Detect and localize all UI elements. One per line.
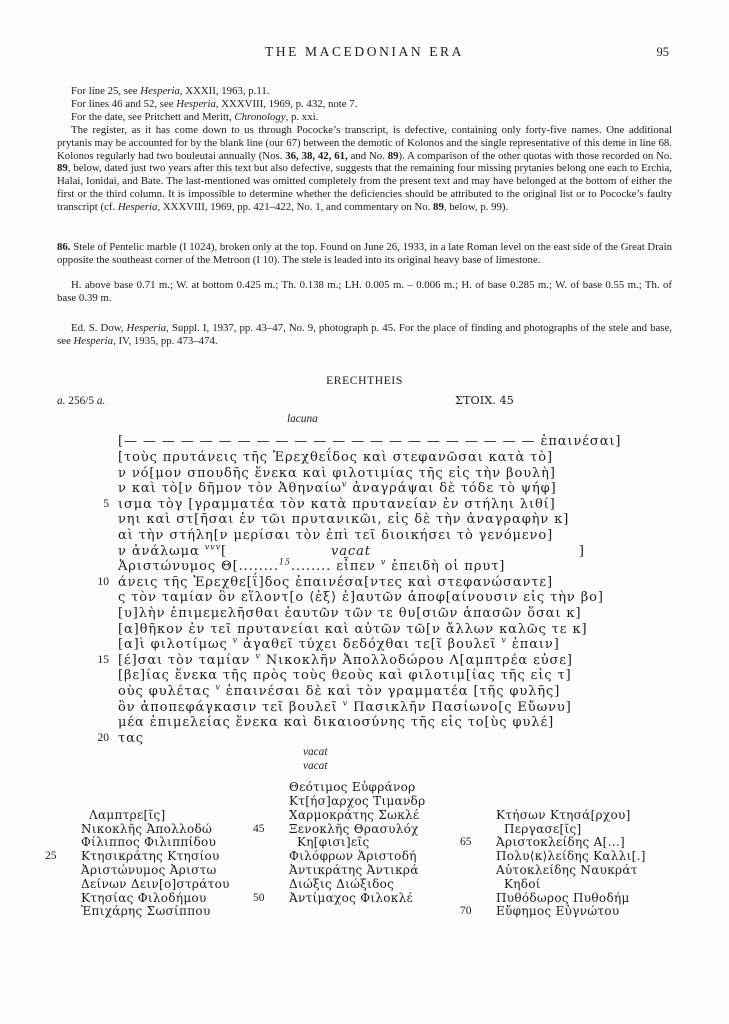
prytany-register [45, 780, 672, 956]
inscription-line-number [57, 668, 109, 684]
register-row [460, 809, 646, 823]
register-line-number [460, 892, 496, 906]
register-line-number [253, 809, 289, 823]
vacat-label: vacat [303, 746, 328, 759]
inscription-line-text: ν καὶ τὸ[ν δῆμον τὸν Ἀθηναίω$^v$ ἀναγράψαι δὲ τόδε τὸ ψήφ] [118, 479, 557, 497]
register-name: Κηδοί [504, 876, 541, 891]
inscription-line-number [57, 450, 109, 466]
inscription-line-text: τας [118, 730, 144, 746]
inscription-line-number [57, 528, 109, 544]
inscription-line [57, 606, 672, 622]
inscription-line-text: αὶ τὴν στήλη[ν μερίσαι τὸν ἐπὶ τεῖ διοικήσει τὸ γενόμενο] [118, 527, 554, 543]
register-row [45, 809, 230, 823]
inscription-line-text: ν νό[μον σπουδῆς ἕνεκα καὶ φιλοτιμίας τῆς εἰς τὴν βουλὴ] [118, 465, 556, 481]
register-name: Πυθόδωρος Πυθοδήμ [496, 890, 630, 905]
inscription-line-number [57, 466, 109, 482]
inscription-line-text: οὺς φυλέτας $^v$ ἐπαινέσαι δὲ καὶ τὸν γραμματέα [τῆς φυλῆς] [118, 682, 561, 699]
inscription-line [57, 715, 672, 731]
inscription-line-text: [— — — — — — — — — — — — — — — — — — — — — — ἐπαινέσαι] [118, 434, 622, 450]
register-row [460, 892, 646, 906]
register-row [460, 864, 646, 878]
register-column-middle [253, 781, 425, 905]
entry-description: 86. Stele of Pentelic marble (I 1024), broken only at the top. Found on June 26, 1933, in a late Roman level on the east side of the Great Drain opposite the southeast corner of the Metroon (I 10). The stele is leaded into its original heavy base of limestone. [57, 241, 672, 266]
register-row [253, 878, 425, 892]
inscription-line-number [57, 606, 109, 622]
register-line-number [45, 905, 81, 919]
register-row [253, 850, 425, 864]
page-number: 95 [656, 45, 669, 59]
inscription-line-number [57, 544, 109, 560]
register-row [460, 823, 646, 837]
inscription-line-number [57, 622, 109, 638]
inscription-line-text: ὃν ἀποπεφάγκασιν τεῖ βουλεῖ $^v$ Πασικλῆν Πασίωνο[ς Εὔωνυ] [118, 698, 572, 715]
inscription-line-number [57, 434, 109, 450]
register-line-number: 45 [253, 822, 265, 835]
inscription-line-number [57, 559, 109, 575]
inscription-line-text: νηι καὶ στ[ῆσαι ἐν τῶι πρυτανικῶι, εἰς δὲ τὴν ἀναγραφὴν κ] [118, 512, 570, 528]
inscription-line [57, 544, 672, 560]
register-name: Ξενοκλῆς Θρασυλόχ [289, 821, 419, 836]
inscription-line-number: 5 [103, 497, 109, 510]
register-line-number: 50 [253, 891, 265, 904]
inscription-line-text: άνεις τῆς Ἐρεχθε[ΐ]δος ἐπαινέσα[ντες καὶ στεφανώσαντε] [118, 574, 554, 590]
register-row [45, 878, 230, 892]
register-line-number: 70 [460, 905, 472, 918]
inscription-line [57, 668, 672, 684]
inscription-line-text: Ἀριστώνυμος Θ[........$^{15}$........ εἶπεν $^v$ ἐπειδὴ οἱ πρυτ] [118, 557, 506, 575]
register-row [45, 836, 230, 850]
reference-note-text: For lines 46 and 52, see Hesperia, XXXVIII, 1969, p. 432, note 7. [71, 97, 358, 110]
inscription-line-number: 15 [97, 653, 109, 666]
inscription-line-number [57, 715, 109, 731]
register-line-number [460, 809, 496, 823]
reference-note [57, 111, 672, 124]
register-row [460, 878, 646, 892]
register-name: Ἀριστώνυμος Ἀριστω [81, 863, 217, 878]
register-name: Κτησικράτης Κτησίου [81, 849, 220, 864]
inscription-line-text: [α]ὶ φιλοτίμως $^v$ ἀγαθεῖ τύχει δεδόχθαι τε[ῖ βουλεῖ $^v$ ἐπαιν] [118, 635, 560, 653]
register-name: Λαμπτρε[ῖς] [89, 807, 166, 822]
register-line-number [460, 823, 496, 837]
register-name: Περγασε[ῖς] [504, 821, 582, 836]
inscription-line-text: [τοὺς πρυτάνεις τῆς Ἐρεχθεΐδος καὶ στεφανῶσαι κατὰ τὸ] [118, 450, 553, 465]
inscription-line [57, 559, 672, 575]
inscription-line-text: μέα ἐπιμελείας ἕνεκα καὶ δικαιοσύνης τῆς εἰς το[ὺς φυλέ] [118, 715, 555, 731]
inscription-line-number: 10 [97, 575, 109, 588]
register-line-number [45, 878, 81, 892]
entry-edition: Ed. S. Dow, Hesperia, Suppl. I, 1937, pp. 43–47, No. 9, photograph p. 45. For the place of finding and photographs of the stele and base, see Hesperia, IV, 1935, pp. 473–474. [57, 321, 672, 347]
register-name: Φίλιππος Φιλιππίδου [81, 835, 217, 850]
register-row [253, 836, 425, 850]
vacat-block [57, 746, 672, 773]
register-name: Διώξις Διώξιδος [289, 876, 395, 891]
inscription-line-number [57, 512, 109, 528]
register-line-number [253, 781, 289, 795]
register-line-number [460, 878, 496, 892]
reference-note [57, 85, 672, 98]
register-row [253, 892, 425, 906]
register-row [253, 809, 425, 823]
inscription-line-number [57, 590, 109, 606]
register-name: Ἀντίμαχος Φιλοκλέ [289, 890, 414, 905]
inscription-line [57, 497, 672, 513]
register-column-left [45, 809, 230, 919]
inscription-line [57, 731, 672, 747]
register-name: Κτ[ήσ]αρχος Τιμανδρ [289, 794, 426, 809]
register-line-number [45, 892, 81, 906]
inscription-line-number [57, 637, 109, 653]
register-name: Πολυ⟨κ⟩λείδης Καλλι[.] [496, 849, 646, 864]
register-name: Χαρμοκράτης Σωκλέ [289, 807, 420, 822]
register-row [253, 823, 425, 837]
date-line [57, 395, 672, 408]
register-name: Ἐπιχάρης Σωσίππου [81, 904, 211, 919]
vacat-label: vacat [303, 759, 328, 772]
register-name: Φιλόφρων Ἀριστοδή [289, 849, 417, 864]
commentary-paragraph: The register, as it has come down to us through Pococke’s transcript, is defective, containing only forty-five names. One additional prytanis may be accounted for by the blank line (our 67) between the demotic of Kolonos and the single representative of this deme in line 68. Kolonos regularly had two bouleutai annually (Nos. 36, 38, 42, 61, and No. 89). A comparison of the other quotas with those recorded on No. 89, below, dated just two years after this text but also defective, suggests that the remaining four missing prytanies belong one each to Erchia, Halai, Ionidai, and Bate. The last-mentioned was omitted completely from the present text and may have belonged at the bottom of either the first or the third column. It is impossible to determine whether the deficiencies should be attributed to the original list or to Pococke’s faulty transcript (cf. Hesperia, XXXVIII, 1969, pp. 421–422, No. 1, and commentary on No. 89, below, p. 99). [57, 123, 672, 214]
inscription-line [57, 700, 672, 716]
inscription-line-text: [α]θῆκον ἐν τεῖ πρυτανείαι καὶ αὐτῶν τῶ[ν ἄλλων καλῶς τε κ] [118, 621, 588, 637]
register-name: Θεότιμος Εὐφράνορ [289, 780, 416, 795]
inscription-line [57, 575, 672, 591]
register-line-number [253, 795, 289, 809]
inscription-line [57, 684, 672, 700]
register-line-number: 25 [45, 850, 57, 863]
register-column-right [460, 809, 646, 919]
register-line-number: 65 [460, 836, 472, 849]
inscription-line-text: [υ]λὴν ἐπιμεμελῆσθαι ἑαυτῶν τῶν τε θυ[σιῶν ἁπασῶν ὅσαι κ] [118, 605, 582, 621]
register-line-number [253, 836, 289, 850]
register-row [253, 781, 425, 795]
inscription-line [57, 590, 672, 606]
register-name: Ἀριστοκλείδης Α[...] [496, 835, 625, 850]
inscription-line-number [57, 684, 109, 700]
inscription-line [57, 512, 672, 528]
register-line-number [253, 878, 289, 892]
stoichedon-label: ΣΤΟΙΧ. 45 [455, 394, 514, 408]
reference-note-text: For the date, see Pritchett and Meritt, Chronology, p. xxi. [71, 110, 319, 123]
inscription-line [57, 481, 672, 497]
inscription-line [57, 528, 672, 544]
inscription-line-text: ς τὸν ταμίαν ὃν εἵλοντ[ο ⟨ἐξ⟩ ἑ]αυτῶν ἀποφ[αίνουσιν εἰς τὴν βο] [118, 590, 604, 606]
register-name: Εὔφημος Εὐγνώτου [496, 904, 620, 919]
inscription-line [57, 450, 672, 466]
register-row [45, 850, 230, 864]
entry-measurements: H. above base 0.71 m.; W. at bottom 0.425 m.; Th. 0.138 m.; LH. 0.005 m. – 0.006 m.; H. of base 0.285 m.; W. of base 0.55 m.; Th. of base 0.39 m. [57, 278, 672, 304]
inscription-line [57, 637, 672, 653]
reference-note [57, 98, 672, 111]
register-name: Αὐτοκλείδης Ναυκράτ [496, 863, 638, 878]
register-row [253, 864, 425, 878]
register-row [253, 795, 425, 809]
register-line-number [45, 836, 81, 850]
register-name: Κη[φισι]εῖς [297, 835, 370, 850]
register-line-number [460, 864, 496, 878]
running-title: THE MACEDONIAN ERA [264, 44, 465, 59]
register-line-number [253, 864, 289, 878]
register-line-number [45, 823, 81, 837]
register-line-number [45, 809, 81, 823]
page-header [57, 44, 672, 60]
register-name: Κτησίας Φιλοδήμου [81, 890, 207, 905]
inscription-line-number [57, 481, 109, 497]
inscription-line [57, 622, 672, 638]
inscription-line-text: ισμα τὸγ [γραμματέα τὸν κατὰ πρυτανείαν ἐν στήληι λιθί] [118, 496, 556, 512]
register-row [45, 823, 230, 837]
register-row [460, 905, 646, 919]
inscription-line [57, 466, 672, 482]
register-row [45, 892, 230, 906]
register-line-number [45, 864, 81, 878]
register-name: Κτήσων Κτησά[ρχου] [496, 807, 631, 822]
inscription-line-number [57, 700, 109, 716]
register-name: Ἀντικράτης Ἀντικρά [289, 863, 419, 878]
inscription-line-text: ν ἀνάλωμα $^{vvv}$[ vacat ] [118, 542, 585, 559]
inscription-line-text: [βε]ίας ἕνεκα τῆς πρὸς τοὺς θεοὺς καὶ φιλοτιμ[ίας τῆς εἰς τ] [118, 668, 572, 684]
register-name: Δείνων Δειν[ο]στράτου [81, 876, 230, 891]
inscription-line-text: [έ]σαι τὸν ταμίαν $^v$ Νικοκλῆν Ἀπολλοδώρου Λ[αμπτρέα εὐσε] [118, 651, 573, 668]
register-name: Νικοκλῆς Ἀπολλοδώ [81, 821, 213, 836]
lacuna-label: lacuna [287, 413, 318, 426]
register-row [460, 836, 646, 850]
register-row [460, 850, 646, 864]
reference-note-text: For line 25, see Hesperia, XXXII, 1963, p.11. [71, 85, 270, 97]
inscription-line [57, 434, 672, 450]
register-row [45, 864, 230, 878]
commentary-section [57, 85, 672, 214]
date-label: a. 256/5 a. [57, 395, 106, 408]
inscription-text-block [57, 434, 672, 746]
tribe-heading: ERECHTHEIS [326, 373, 403, 387]
inscription-line [57, 653, 672, 669]
register-row [45, 905, 230, 919]
register-line-number [460, 850, 496, 864]
inscription-line-number: 20 [97, 731, 109, 744]
register-line-number [253, 850, 289, 864]
